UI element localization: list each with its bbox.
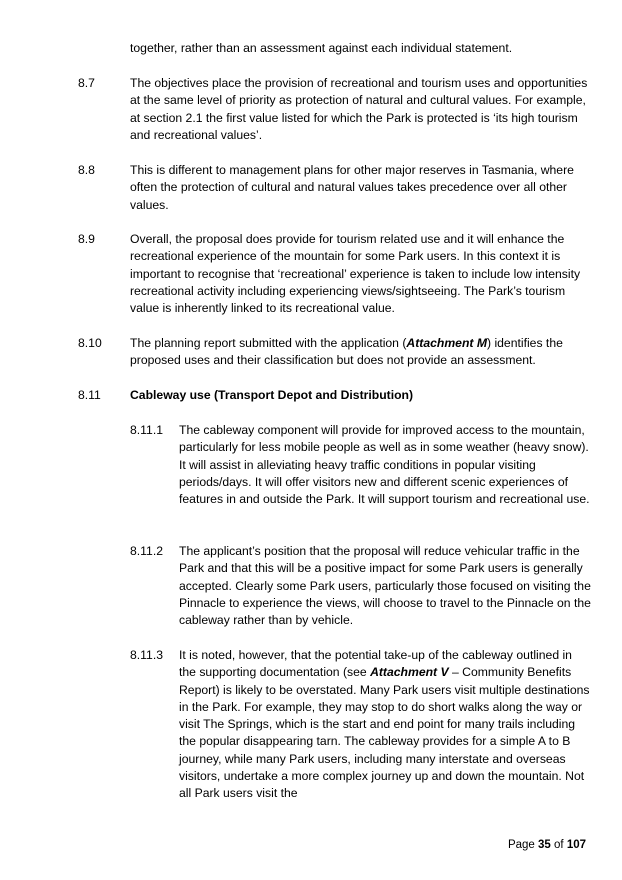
paragraph-number: 8.7: [78, 76, 95, 90]
page-label: Page: [507, 839, 539, 851]
continuation-text: together, rather than an assessment against each individual statement.: [130, 41, 513, 55]
paragraph-text: The objectives place the provision of recreational and tourism uses and opportunities at the same level of priority as protection of natural and cultural values. For example, at section 2.1 the first value listed for which the Park is protected is ‘its high tourism and recreational values’.: [130, 76, 588, 142]
text-segment: ) identifies the proposed uses and their classification but does not provide an assessment.: [130, 336, 563, 368]
page-number-footer: [508, 837, 586, 854]
attachment-reference: Attachment V: [370, 665, 449, 680]
section-heading: Cableway use (Transport Depot and Distribution): [130, 388, 414, 402]
total-pages: 107: [566, 839, 586, 851]
paragraph-number: 8.11: [78, 388, 101, 402]
current-page: 35: [538, 839, 551, 851]
page-of-label: of: [550, 839, 567, 851]
text-segment: – Community Benefits Report) is likely to be overstated. Many Park users visit multiple destinations in the Park. For example, they may stop to do short walks along the way or visit The Springs, which is the start and end point for many trails including the popular disappearing tarn. The cableway provides for a simple A to B journey, while many Park users, including many interstate and overseas visitors, undertake a more complex journey up and down the mountain. Not all Park users visit the: [179, 665, 590, 801]
paragraph-number: 8.10: [78, 336, 102, 350]
paragraph-text: Overall, the proposal does provide for tourism related use and it will enhance the recreational experience of the mountain for some Park users. In this context it is important to recognise that ‘recreational’ experience is taken to include low intensity recreational activity including experiencing views/sightseeing. The Park’s tourism value is inherently linked to its recreational value.: [130, 232, 581, 316]
text-segment: It is noted, however, that the potential take-up of the cableway outlined in the supporting documentation (see: [179, 648, 572, 680]
subparagraph-number: 8.11.1: [130, 423, 163, 437]
paragraph-text: This is different to management plans for other major reserves in Tasmania, where often the protection of cultural and natural values takes precedence over all other values.: [130, 163, 574, 212]
subparagraph-number: 8.11.3: [130, 648, 163, 662]
paragraph-number: 8.8: [78, 163, 95, 177]
subparagraph-text: The cableway component will provide for improved access to the mountain, particularly for less mobile people as well as in some weather (heavy snow). It will assist in alleviating heavy traffic conditions in popular visiting periods/days. It will offer visitors new and different scenic experiences of features in and outside the Park. It will support tourism and recreational use.: [179, 423, 590, 507]
subparagraph-number: 8.11.2: [130, 544, 163, 558]
text-segment: The planning report submitted with the application (: [130, 336, 407, 350]
paragraph-number: 8.9: [78, 232, 95, 246]
attachment-reference: Attachment M: [406, 336, 487, 350]
subparagraph-text: [179, 647, 591, 803]
paragraph-text: [130, 335, 592, 370]
subparagraph-text: The applicant’s position that the proposal will reduce vehicular traffic in the Park and that this will be a positive impact for some Park users is generally accepted. Clearly some Park users, particularly those focused on visiting the Pinnacle to experience the views, will choose to travel to the Pinnacle on the cableway rather than by vehicle.: [179, 544, 591, 628]
